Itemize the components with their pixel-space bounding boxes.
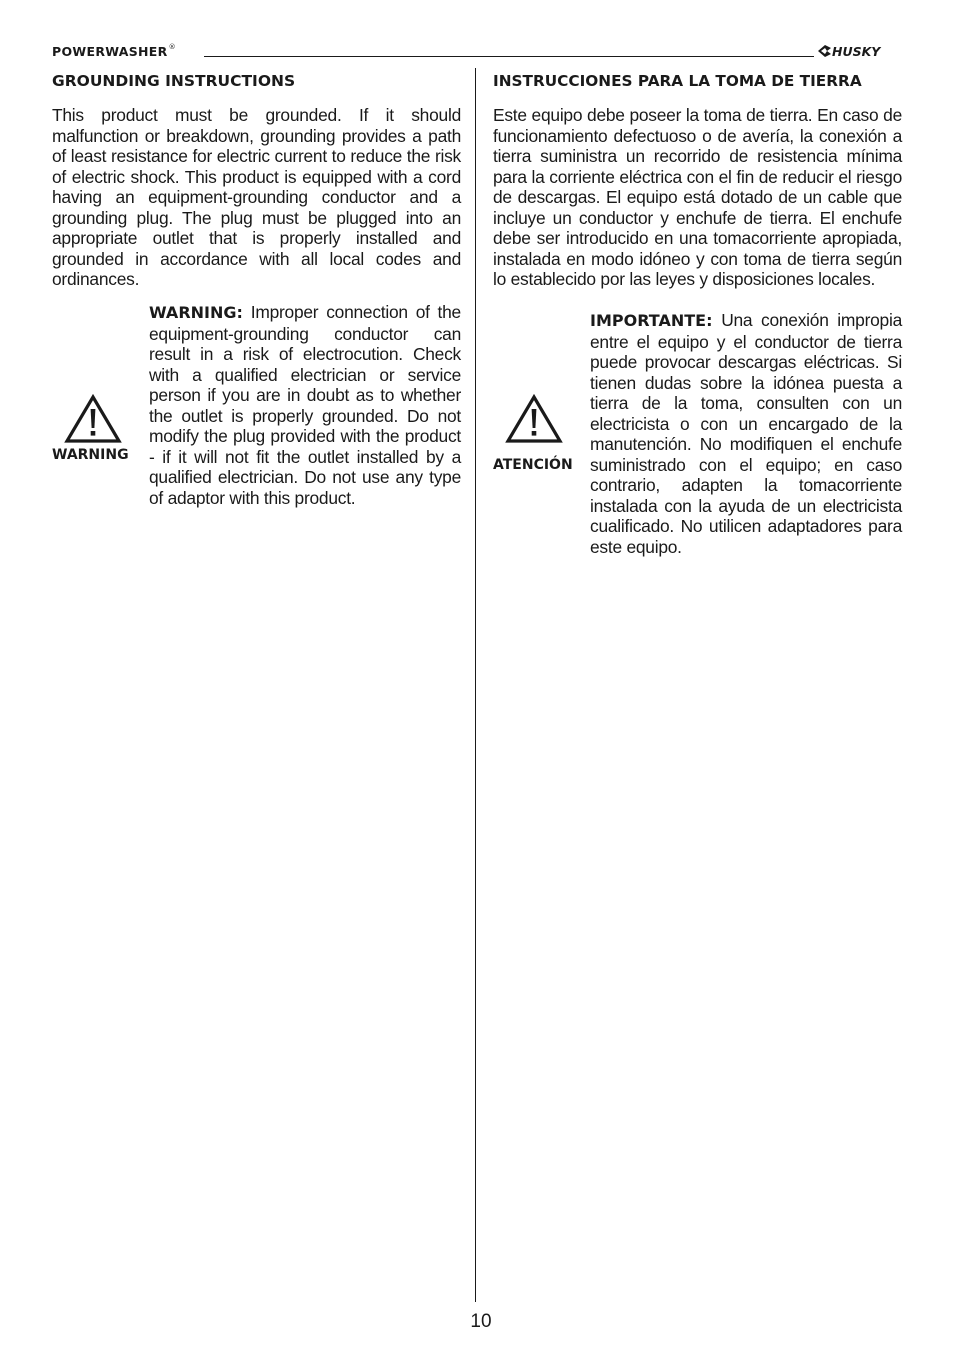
column-divider xyxy=(475,68,476,1302)
warning-notice-en xyxy=(149,302,461,508)
husky-logo-icon xyxy=(817,43,897,59)
warning-lead-en: WARNING: xyxy=(149,303,243,322)
heading-instrucciones-toma-tierra: INSTRUCCIONES PARA LA TOMA DE TIERRA xyxy=(493,72,862,90)
warning-text-en: Improper connection of the equipment-grounding conductor can result in a risk of electrocution. Check with a qualified electrician or service person if you are in doubt as to whether the outlet is properly grounded. Do not modify the plug provided with the product - if it will not fit the outlet installed by a qualified electrician. Do not use any type of adaptor with this product. xyxy=(149,302,461,508)
logo-text: HUSKY xyxy=(832,44,881,59)
grounding-paragraph-en: This product must be grounded. If it should malfunction or breakdown, grounding provides a path of least resistance for electric current to reduce the risk of electric shock. This product is equipped with a cord having an equipment-grounding conductor and a grounding plug. The plug must be plugged into an appropriate outlet that is properly installed and grounded in accordance with all local codes and ordinances. xyxy=(52,105,461,289)
warning-notice-es xyxy=(590,310,902,557)
warning-icon-label-es: ATENCIÓN xyxy=(493,457,573,473)
header-rule xyxy=(204,56,814,57)
page-number: 10 xyxy=(470,1311,492,1332)
warning-triangle-icon xyxy=(505,394,563,444)
warning-triangle-icon xyxy=(64,394,122,444)
registered-mark: ® xyxy=(168,43,176,51)
warning-lead-es: IMPORTANTE: xyxy=(590,311,713,330)
brand-text: POWERWASHER xyxy=(52,44,168,59)
warning-icon-label-en: WARNING xyxy=(52,447,129,463)
warning-text-es: Una conexión impropia entre el equipo y el conductor de tierra puede provocar descargas eléctricas. Si tienen dudas sobre la idónea puesta a tierra de la toma, consulten con un electricista o con un encargado de la manutención. No modifiquen el enchufe suministrado con el equipo; en caso contrario, adapten la tomacorriente instalada con la ayuda de un electricista cualificado. No utilicen adaptadores para este equipo. xyxy=(590,310,902,557)
grounding-paragraph-es: Este equipo debe poseer la toma de tierra. En caso de funcionamiento defectuoso o de avería, la conexión a tierra suministra un recorrido de resistencia mínima para la corriente eléctrica con el fin de reducir el riesgo de descargas. El equipo está dotado de un cable que incluye un conductor y enchufe de tierra. El enchufe debe ser introducido en una tomacorriente apropiada, instalada en modo idóneo y con toma de tierra según lo establecido por las leyes y disposiciones locales. xyxy=(493,105,902,289)
heading-grounding-instructions: GROUNDING INSTRUCTIONS xyxy=(52,72,296,90)
brand-name xyxy=(52,44,176,59)
